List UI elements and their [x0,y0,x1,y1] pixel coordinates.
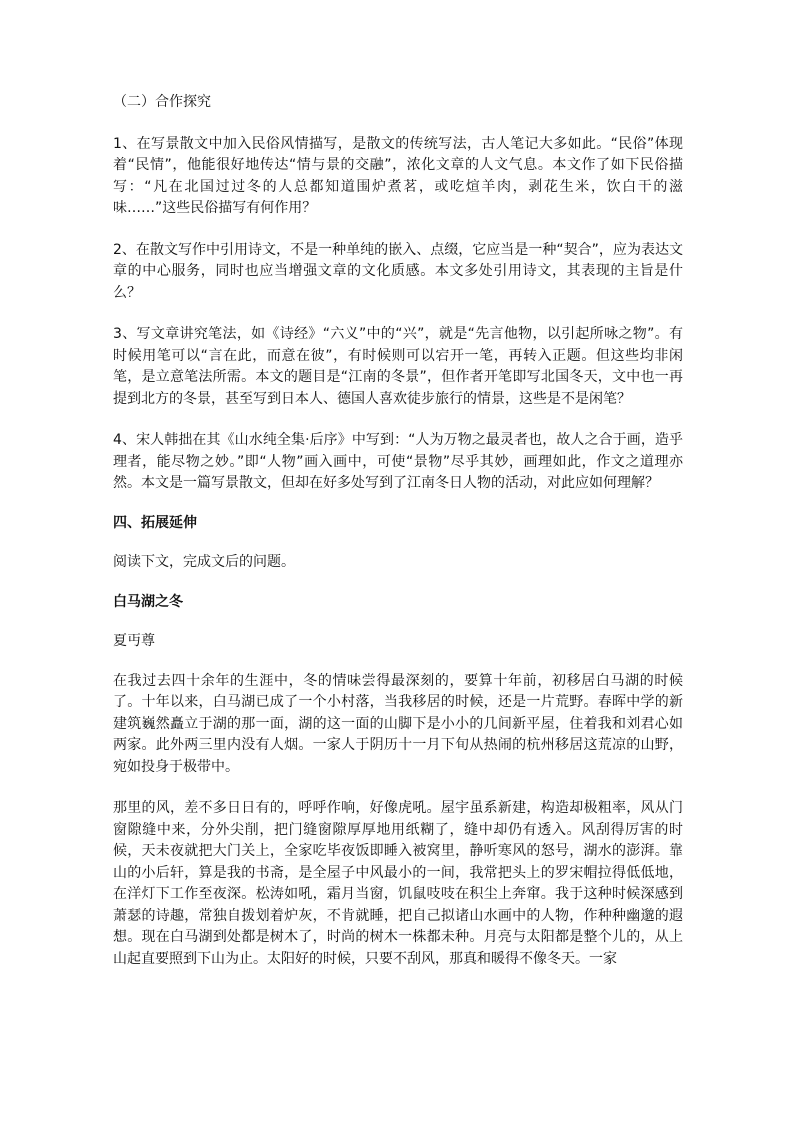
question-2: 2、在散文写作中引用诗文，不是一种单纯的嵌入、点缀，它应当是一种“契合”，应为表达文章的中心服务，同时也应当增强文章的文化质感。本文多处引用诗文，其表现的主旨是什么？ [113,241,683,301]
extension-heading: 四、拓展延伸 [113,514,197,531]
article-title: 白马湖之冬 [113,593,183,610]
article-author: 夏丏尊 [113,633,155,649]
article-paragraph-2: 那里的风，差不多日日有的，呼呼作响，好像虎吼。屋宇虽系新建，构造却极粗率，风从门窗隙缝中来，分外尖削，把门缝窗隙厚厚地用纸糊了，缝中却仍有透入。风刮得厉害的时候，天未夜就把大门关上，全家吃毕夜饭即睡入被窝里，静听寒风的怒号，湖水的澎湃。靠山的小后轩，算是我的书斋，是全屋子中风最小的一间，我常把头上的罗宋帽拉得低低地，在洋灯下工作至夜深。松涛如吼，霜月当窗，饥鼠吱吱在积尘上奔窜。我于这种时候深感到萧瑟的诗趣，常独自拨划着炉灰，不肯就睡，把自己拟诸山水画中的人物，作种种幽邈的遐想。现在白马湖到处都是树木了，时尚的树木一株都未种。月亮与太阳都是整个儿的，从上山起直要照到下山为止。太阳好的时候，只要不刮风，那真和暖得不像冬天。一家 [113,800,683,967]
question-1: 1、在写景散文中加入民俗风情描写，是散文的传统写法，古人笔记大多如此。“民俗”体现着“民情”，他能很好地传达“情与景的交融”，浓化文章的人文气息。本文作了如下民俗描写：“凡在北国过过冬的人总都知道围炉煮茗，或吃煊羊肉，剥花生米，饮白干的滋味……”这些民俗描写有何作用？ [113,135,683,216]
reading-instruction: 阅读下文，完成文后的问题。 [113,554,295,570]
question-4: 4、宋人韩拙在其《山水纯全集·后序》中写到：“人为万物之最灵者也，故人之合于画，造乎理者，能尽物之妙。”即“人物”画入画中，可使“景物”尽乎其妙，画理如此，作文之道理亦然。本文是一篇写景散文，但却在好多处写到了江南冬日人物的活动，对此应如何理解？ [113,432,683,491]
document-page [113,92,683,970]
article-paragraph-1: 在我过去四十余年的生涯中，冬的情味尝得最深刻的，要算十年前，初移居白马湖的时候了。十年以来，白马湖已成了一个小村落，当我移居的时候，还是一片荒野。春晖中学的新建筑巍然矗立于湖的那一面，湖的这一面的山脚下是小小的几间新平屋，住着我和刘君心如两家。此外两三里内没有人烟。一家人于阴历十一月下旬从热闹的杭州移居这荒凉的山野，宛如投身于极带中。 [113,672,683,775]
question-3: 3、写文章讲究笔法，如《诗经》“六义”中的“兴”，就是“先言他物，以引起所咏之物”。有时候用笔可以“言在此，而意在彼”，有时候则可以宕开一笔，再转入正题。但这些均非闲笔，是立意笔法所需。本文的题目是“江南的冬景”，但作者开笔即写北国冬天，文中也一再提到北方的冬景，甚至写到日本人、德国人喜欢徒步旅行的情景，这些是不是闲笔？ [113,326,683,407]
section-title: （二）合作探究 [113,94,211,110]
